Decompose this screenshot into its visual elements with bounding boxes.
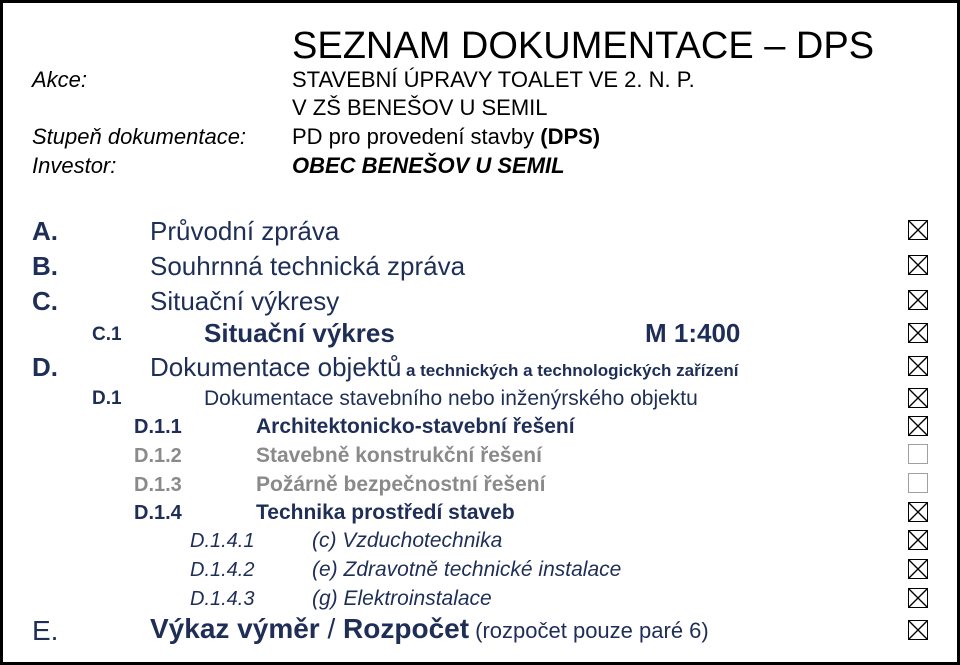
item-d-suffix: a technických a technologických zařízení (405, 361, 739, 380)
item-d11-code: D.1.1 (134, 416, 182, 438)
stupen-value-text: PD pro provedení stavby (292, 124, 541, 149)
akce-value-line1: STAVEBNÍ ÚPRAVY TOALET VE 2. N. P. (292, 67, 695, 92)
item-d12-checkbox[interactable] (908, 444, 928, 464)
item-d143-label: (g) Elektroinstalace (312, 587, 492, 610)
item-d14-label: Technika prostředí staveb (256, 501, 515, 524)
investor-label: Investor: (32, 153, 117, 178)
document-title: SEZNAM DOKUMENTACE – DPS (292, 25, 875, 67)
stupen-value (292, 126, 600, 148)
item-e-note: (rozpočet pouze paré 6) (469, 618, 709, 643)
item-d143-code: D.1.4.3 (190, 588, 255, 610)
item-c1-label: Situační výkres (204, 318, 395, 348)
item-d12-label: Stavebně konstrukční řešení (256, 444, 542, 467)
item-d-label-group (150, 354, 739, 380)
item-d141-checkbox[interactable] (908, 530, 928, 550)
item-b-code: B. (32, 251, 58, 281)
item-d142-label: (e) Zdravotně technické instalace (312, 558, 622, 581)
item-d11-label: Architektonicko-stavební řešení (256, 415, 575, 438)
item-b-checkbox[interactable] (908, 255, 928, 275)
item-a-checkbox[interactable] (908, 220, 928, 240)
item-e-label-group (150, 615, 709, 643)
item-d13-code: D.1.3 (134, 474, 182, 496)
akce-value-line2: V ZŠ BENEŠOV U SEMIL (292, 95, 548, 120)
item-c1-code: C.1 (92, 324, 122, 345)
item-d13-label: Požárně bezpečnostní řešení (256, 473, 546, 496)
item-d141-label: (c) Vzduchotechnika (312, 529, 503, 552)
item-d143-checkbox[interactable] (908, 588, 928, 608)
item-c1-scale: M 1:400 (645, 318, 741, 348)
item-e-code: E. (32, 615, 59, 646)
item-d142-code: D.1.4.2 (190, 559, 255, 581)
akce-label: Akce: (32, 67, 88, 92)
investor-value: OBEC BENEŠOV U SEMIL (292, 153, 565, 178)
item-d-label: Dokumentace objektů (150, 352, 402, 382)
item-e-label2: Rozpočet (343, 613, 470, 644)
item-c-checkbox[interactable] (908, 290, 928, 310)
item-a-code: A. (32, 216, 58, 246)
item-b-label: Souhrnná technická zpráva (150, 251, 466, 281)
item-d1-checkbox[interactable] (908, 388, 928, 408)
item-c1-checkbox[interactable] (908, 323, 928, 343)
item-e-separator: / (319, 613, 344, 644)
item-d1-label: Dokumentace stavebního nebo inženýrského objektu (204, 387, 698, 410)
item-d14-code: D.1.4 (134, 502, 182, 524)
item-e-label: Výkaz výměr (150, 613, 320, 644)
item-c-code: C. (32, 286, 58, 316)
item-d1-code: D.1 (92, 388, 122, 409)
item-d-code: D. (32, 352, 58, 382)
item-c-label: Situační výkresy (150, 286, 340, 316)
item-d142-checkbox[interactable] (908, 559, 928, 579)
item-e-checkbox[interactable] (908, 620, 928, 640)
item-d141-code: D.1.4.1 (190, 530, 255, 552)
item-d13-checkbox[interactable] (908, 473, 928, 493)
stupen-label: Stupeň dokumentace: (32, 124, 247, 149)
item-d-checkbox[interactable] (908, 356, 928, 376)
item-d14-checkbox[interactable] (908, 502, 928, 522)
stupen-value-dps: (DPS) (540, 124, 601, 149)
item-d12-code: D.1.2 (134, 445, 182, 467)
item-d11-checkbox[interactable] (908, 416, 928, 436)
item-a-label: Průvodní zpráva (150, 216, 340, 246)
